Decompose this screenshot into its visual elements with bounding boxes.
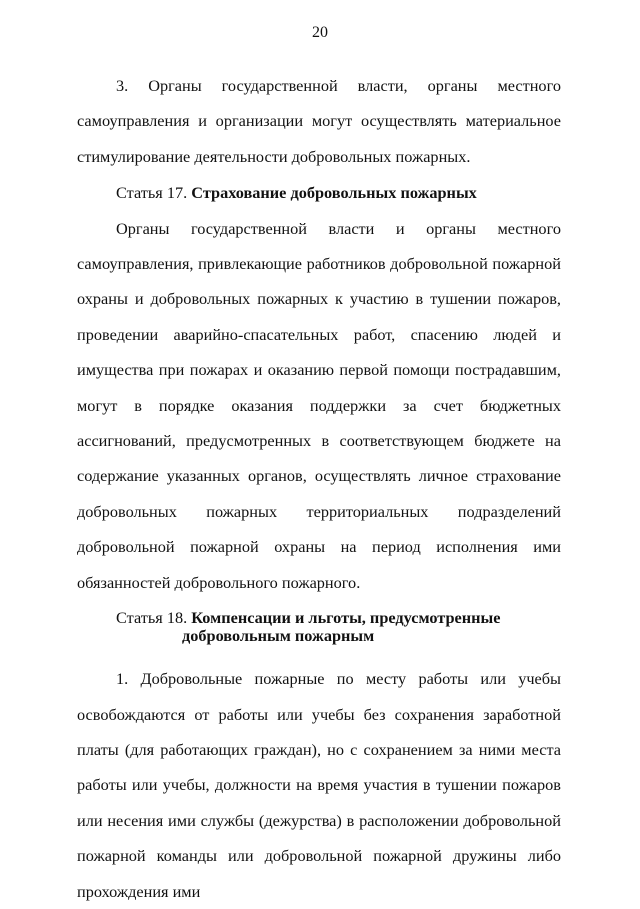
paragraph-article17-body: Органы государственной власти и органы местного самоуправления, привлекающие работников добровольной пожарной охраны и добровольных пожарных к участию в тушении пожаров, проведении аварийно-спасательных работ, спасению людей и имущества при пожарах и оказанию первой помощи пострадавшим, могут в порядке оказания поддержки за счет бюджетных ассигнований, предусмотренных в соответствующем бюджете на содержание указанных органов, осуществлять личное страхование добровольных пожарных территориальных подразделений добровольной пожарной охраны на период исполнения ими обязанностей добровольного пожарного. <box>77 218 561 592</box>
article17-title: Страхование добровольных пожарных <box>191 183 477 203</box>
page-number: 20 <box>312 24 328 41</box>
article18-title-line2: добровольным пожарным <box>182 626 375 646</box>
article18-heading <box>77 609 561 645</box>
paragraph-article18-item1: 1. Добровольные пожарные по месту работы или учебы освобождаются от работы или учебы без сохранения заработной платы (для работающих граждан), но с сохранением за ними места работы или учебы, должности на время участия в тушении пожаров или несения ими службы (дежурства) в расположении добровольной пожарной команды или добровольной пожарной дружины либо прохождения ими <box>77 669 561 901</box>
article18-prefix: Статья 18. <box>116 608 188 628</box>
article17-prefix: Статья 17. <box>116 183 188 203</box>
document-body <box>77 68 561 909</box>
article18-title-line1: Компенсации и льготы, предусмотренные <box>191 608 501 628</box>
article17-heading <box>77 175 561 210</box>
paragraph-article16-item3: 3. Органы государственной власти, органы местного самоуправления и организации могут осуществлять материальное стимулирование деятельности добровольных пожарных. <box>77 76 561 166</box>
